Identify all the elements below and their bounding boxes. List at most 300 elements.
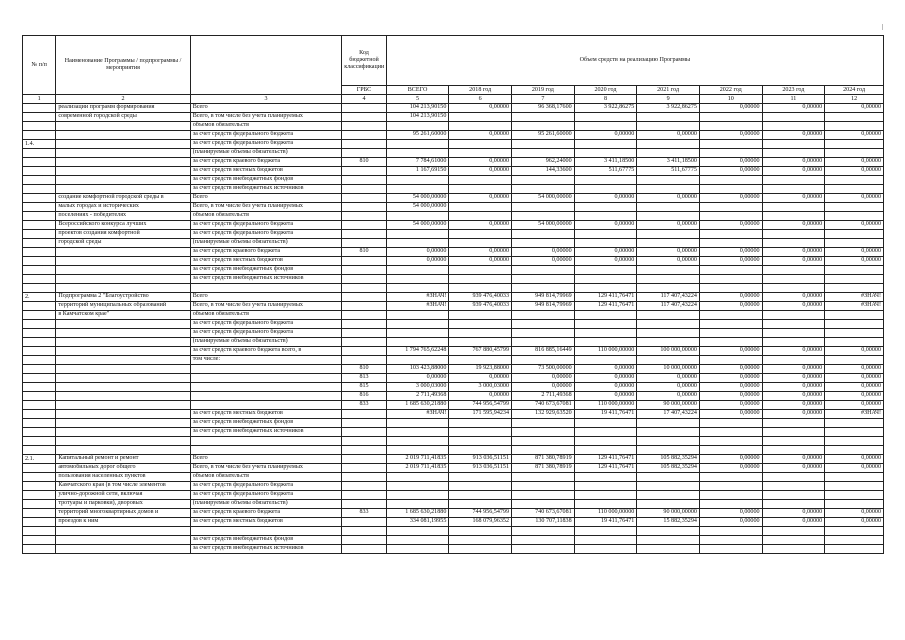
year-value-cell <box>512 239 575 248</box>
year-value-cell <box>449 212 512 221</box>
year-value-cell: 939 476,40033 <box>449 302 512 311</box>
grbs-code-cell <box>342 221 386 230</box>
grbs-code-cell <box>342 518 386 527</box>
grbs-code-cell <box>342 356 386 365</box>
grbs-code-cell <box>342 302 386 311</box>
year-value-cell: 73 500,00000 <box>512 365 575 374</box>
total-value-cell: 1 794 765,62248 <box>386 347 449 356</box>
year-value-cell <box>449 203 512 212</box>
row-number-cell <box>23 500 56 509</box>
year-value-cell <box>574 320 637 329</box>
year-value-cell: 0,00000 <box>637 248 700 257</box>
program-name-cell <box>56 140 190 149</box>
year-value-cell: 130 707,11838 <box>512 518 575 527</box>
grbs-code-cell <box>342 284 386 293</box>
year-value-cell <box>449 527 512 536</box>
year-value-cell <box>512 185 575 194</box>
funding-source-cell: (планируемые объемы обязательств) <box>190 149 342 158</box>
table-row <box>23 473 884 482</box>
year-value-cell <box>762 338 825 347</box>
year-value-cell: 949 814,79969 <box>512 302 575 311</box>
program-name-cell <box>56 419 190 428</box>
row-number-cell <box>23 383 56 392</box>
grbs-code-cell <box>342 500 386 509</box>
year-value-cell <box>637 149 700 158</box>
program-name-cell <box>56 257 190 266</box>
funding-source-cell <box>190 527 342 536</box>
row-number-cell <box>23 437 56 446</box>
header-year: 2020 год <box>574 86 637 95</box>
year-value-cell <box>637 239 700 248</box>
year-value-cell <box>699 446 762 455</box>
year-value-cell: 129 411,76471 <box>574 302 637 311</box>
year-value-cell: 0,00000 <box>637 194 700 203</box>
year-value-cell: 0,00000 <box>762 383 825 392</box>
year-value-cell: 0,00000 <box>762 374 825 383</box>
year-value-cell: 0,00000 <box>449 131 512 140</box>
year-value-cell <box>637 500 700 509</box>
year-value-cell <box>574 140 637 149</box>
grbs-code-cell: 810 <box>342 248 386 257</box>
year-value-cell: 0,00000 <box>762 392 825 401</box>
funding-source-cell: Всего <box>190 455 342 464</box>
program-name-cell <box>56 401 190 410</box>
year-value-cell <box>574 446 637 455</box>
year-value-cell <box>512 275 575 284</box>
funding-source-cell <box>190 437 342 446</box>
year-value-cell <box>762 527 825 536</box>
year-value-cell <box>762 491 825 500</box>
year-value-cell: 3 000,03000 <box>449 383 512 392</box>
header-year: 2021 год <box>637 86 700 95</box>
year-value-cell: 0,00000 <box>762 455 825 464</box>
column-index: 6 <box>449 95 512 104</box>
budget-table-sheet <box>22 35 884 554</box>
year-value-cell <box>825 203 884 212</box>
column-index: 12 <box>825 95 884 104</box>
program-name-cell <box>56 320 190 329</box>
year-value-cell <box>449 113 512 122</box>
year-value-cell: 0,00000 <box>574 392 637 401</box>
grbs-code-cell: 833 <box>342 401 386 410</box>
program-name-cell <box>56 536 190 545</box>
table-row <box>23 194 884 203</box>
total-value-cell: 7 784,61000 <box>386 158 449 167</box>
year-value-cell <box>699 275 762 284</box>
funding-source-cell: Всего <box>190 194 342 203</box>
row-number-cell <box>23 374 56 383</box>
year-value-cell <box>825 446 884 455</box>
total-value-cell <box>386 311 449 320</box>
year-value-cell: 871 380,78919 <box>512 455 575 464</box>
year-value-cell: 0,00000 <box>762 131 825 140</box>
year-value-cell <box>449 338 512 347</box>
year-value-cell <box>637 176 700 185</box>
header-grbs: ГРБС <box>342 86 386 95</box>
funding-source-cell: (планируемые объемы обязательств) <box>190 500 342 509</box>
year-value-cell <box>762 113 825 122</box>
year-value-cell <box>574 275 637 284</box>
year-value-cell: 0,00000 <box>574 365 637 374</box>
funding-source-cell: объемов обязательств <box>190 122 342 131</box>
program-name-cell: территорий муниципальных образований <box>56 302 190 311</box>
grbs-code-cell: 810 <box>342 158 386 167</box>
grbs-code-cell <box>342 275 386 284</box>
year-value-cell: 0,00000 <box>449 374 512 383</box>
year-value-cell: 17 407,43224 <box>637 410 700 419</box>
year-value-cell: 0,00000 <box>699 401 762 410</box>
year-value-cell <box>637 212 700 221</box>
program-name-cell: поселениях - победителях <box>56 212 190 221</box>
row-number-cell <box>23 329 56 338</box>
year-value-cell: 132 929,63520 <box>512 410 575 419</box>
year-value-cell: 168 079,96352 <box>449 518 512 527</box>
grbs-code-cell <box>342 473 386 482</box>
year-value-cell <box>699 176 762 185</box>
year-value-cell <box>574 185 637 194</box>
row-number-cell <box>23 482 56 491</box>
table-row <box>23 158 884 167</box>
year-value-cell <box>699 419 762 428</box>
table-row <box>23 464 884 473</box>
year-value-cell <box>574 122 637 131</box>
row-number-cell <box>23 257 56 266</box>
year-value-cell <box>825 230 884 239</box>
year-value-cell <box>574 545 637 554</box>
program-name-cell <box>56 248 190 257</box>
year-value-cell: 0,00000 <box>512 383 575 392</box>
year-value-cell <box>449 473 512 482</box>
year-value-cell <box>512 320 575 329</box>
table-row <box>23 419 884 428</box>
year-value-cell <box>825 176 884 185</box>
total-value-cell <box>386 428 449 437</box>
total-value-cell: 0,00000 <box>386 374 449 383</box>
year-value-cell <box>637 446 700 455</box>
column-index: 2 <box>56 95 190 104</box>
year-value-cell: 0,00000 <box>699 131 762 140</box>
table-row <box>23 437 884 446</box>
year-value-cell: 0,00000 <box>699 194 762 203</box>
table-row <box>23 365 884 374</box>
year-value-cell <box>574 356 637 365</box>
total-value-cell <box>386 536 449 545</box>
year-value-cell <box>637 266 700 275</box>
row-number-cell <box>23 473 56 482</box>
year-value-cell: 0,00000 <box>699 383 762 392</box>
year-value-cell <box>699 482 762 491</box>
year-value-cell <box>825 185 884 194</box>
total-value-cell: 104 213,90150 <box>386 113 449 122</box>
row-number-cell: 2.1. <box>23 455 56 464</box>
year-value-cell: 0,00000 <box>762 401 825 410</box>
total-value-cell <box>386 266 449 275</box>
program-name-cell <box>56 122 190 131</box>
funding-source-cell: объемов обязательств <box>190 311 342 320</box>
program-name-cell <box>56 365 190 374</box>
table-row <box>23 149 884 158</box>
table-row <box>23 338 884 347</box>
year-value-cell <box>825 212 884 221</box>
year-value-cell: 0,00000 <box>699 302 762 311</box>
total-value-cell: 103 423,88000 <box>386 365 449 374</box>
year-value-cell: 171 595,94234 <box>449 410 512 419</box>
year-value-cell <box>512 536 575 545</box>
year-value-cell <box>825 356 884 365</box>
year-value-cell <box>574 437 637 446</box>
year-value-cell: #ЗНАЧ! <box>825 302 884 311</box>
grbs-code-cell <box>342 113 386 122</box>
funding-source-cell <box>190 383 342 392</box>
year-value-cell <box>825 338 884 347</box>
year-value-cell: 100 000,00000 <box>637 347 700 356</box>
year-value-cell: 0,00000 <box>699 365 762 374</box>
total-value-cell <box>386 329 449 338</box>
grbs-code-cell <box>342 140 386 149</box>
year-value-cell <box>699 536 762 545</box>
year-value-cell: 0,00000 <box>825 257 884 266</box>
grbs-code-cell <box>342 293 386 302</box>
year-value-cell: 0,00000 <box>762 509 825 518</box>
year-value-cell <box>637 311 700 320</box>
total-value-cell: #ЗНАЧ! <box>386 293 449 302</box>
year-value-cell <box>699 338 762 347</box>
program-name-cell: тротуары и парковки), дворовых <box>56 500 190 509</box>
year-value-cell <box>762 473 825 482</box>
year-value-cell: 744 956,54799 <box>449 401 512 410</box>
year-value-cell <box>699 122 762 131</box>
program-name-cell <box>56 284 190 293</box>
header-volume: Объем средств на реализацию Программы <box>386 36 883 86</box>
grbs-code-cell <box>342 419 386 428</box>
year-value-cell <box>762 122 825 131</box>
funding-source-cell: за счет средств местных бюджетов <box>190 410 342 419</box>
program-name-cell <box>56 131 190 140</box>
funding-source-cell <box>190 374 342 383</box>
grbs-code-cell <box>342 536 386 545</box>
grbs-code-cell <box>342 122 386 131</box>
year-value-cell <box>449 311 512 320</box>
row-number-cell <box>23 347 56 356</box>
program-name-cell <box>56 185 190 194</box>
header-year: 2019 год <box>512 86 575 95</box>
table-row <box>23 518 884 527</box>
table-row <box>23 221 884 230</box>
table-row <box>23 239 884 248</box>
total-value-cell: 1 685 630,21880 <box>386 509 449 518</box>
year-value-cell <box>825 140 884 149</box>
year-value-cell <box>699 203 762 212</box>
row-number-cell <box>23 203 56 212</box>
table-row <box>23 428 884 437</box>
total-value-cell: 104 213,90150 <box>386 104 449 113</box>
program-name-cell <box>56 347 190 356</box>
table-row <box>23 185 884 194</box>
year-value-cell: 0,00000 <box>825 365 884 374</box>
program-name-cell: Подпрограмма 2 "Благоустройство <box>56 293 190 302</box>
year-value-cell <box>699 545 762 554</box>
funding-source-cell: за счет средств местных бюджетов <box>190 167 342 176</box>
year-value-cell <box>699 473 762 482</box>
program-name-cell <box>56 356 190 365</box>
funding-source-cell: за счет средств краевого бюджета всего, в <box>190 347 342 356</box>
table-row <box>23 131 884 140</box>
year-value-cell: 0,00000 <box>699 347 762 356</box>
grbs-code-cell: 810 <box>342 365 386 374</box>
row-number-cell <box>23 392 56 401</box>
grbs-code-cell <box>342 230 386 239</box>
grbs-code-cell <box>342 257 386 266</box>
row-number-cell <box>23 320 56 329</box>
table-row <box>23 140 884 149</box>
year-value-cell <box>449 356 512 365</box>
year-value-cell <box>512 266 575 275</box>
year-value-cell <box>825 239 884 248</box>
table-row <box>23 311 884 320</box>
table-row <box>23 293 884 302</box>
year-value-cell <box>574 500 637 509</box>
year-value-cell <box>637 419 700 428</box>
year-value-cell <box>825 491 884 500</box>
program-name-cell <box>56 446 190 455</box>
year-value-cell: 0,00000 <box>762 347 825 356</box>
funding-source-cell: Всего, в том числе без учета планируемых <box>190 464 342 473</box>
year-value-cell: 110 000,00000 <box>574 347 637 356</box>
total-value-cell <box>386 212 449 221</box>
total-value-cell: 334 081,19955 <box>386 518 449 527</box>
table-row <box>23 230 884 239</box>
year-value-cell: 105 882,35294 <box>637 455 700 464</box>
year-value-cell <box>512 545 575 554</box>
program-name-cell <box>56 545 190 554</box>
year-value-cell <box>637 437 700 446</box>
table-row <box>23 329 884 338</box>
year-value-cell: 871 380,78919 <box>512 464 575 473</box>
year-value-cell <box>637 320 700 329</box>
program-name-cell <box>56 527 190 536</box>
row-number-cell <box>23 464 56 473</box>
year-value-cell: 54 000,00000 <box>512 194 575 203</box>
funding-source-cell: за счет средств федерального бюджета <box>190 131 342 140</box>
year-value-cell <box>449 149 512 158</box>
year-value-cell: 0,00000 <box>574 383 637 392</box>
year-value-cell: 0,00000 <box>825 383 884 392</box>
year-value-cell <box>512 311 575 320</box>
total-value-cell <box>386 122 449 131</box>
year-value-cell <box>762 545 825 554</box>
year-value-cell: 0,00000 <box>699 248 762 257</box>
year-value-cell: 0,00000 <box>762 104 825 113</box>
header-code: Код бюджетной классификации <box>342 36 386 86</box>
year-value-cell: 10 000,00000 <box>637 365 700 374</box>
year-value-cell <box>512 230 575 239</box>
funding-source-cell: за счет средств федерального бюджета <box>190 482 342 491</box>
header-year: 2018 год <box>449 86 512 95</box>
row-number-cell <box>23 419 56 428</box>
year-value-cell <box>825 437 884 446</box>
year-value-cell: 0,00000 <box>574 221 637 230</box>
total-value-cell: 54 000,00000 <box>386 203 449 212</box>
total-value-cell <box>386 491 449 500</box>
table-row <box>23 302 884 311</box>
year-value-cell <box>762 185 825 194</box>
program-name-cell: создание комфортной городской среды в <box>56 194 190 203</box>
funding-source-cell: за счет средств внебюджетных источников <box>190 275 342 284</box>
table-row <box>23 347 884 356</box>
year-value-cell <box>637 482 700 491</box>
year-value-cell <box>762 311 825 320</box>
row-number-cell <box>23 185 56 194</box>
total-value-cell: 54 000,00000 <box>386 194 449 203</box>
grbs-code-cell <box>342 203 386 212</box>
funding-source-cell: за счет средств внебюджетных источников <box>190 428 342 437</box>
year-value-cell: 0,00000 <box>762 518 825 527</box>
year-value-cell <box>512 500 575 509</box>
year-value-cell <box>699 491 762 500</box>
year-value-cell <box>699 500 762 509</box>
row-number-cell <box>23 410 56 419</box>
year-value-cell <box>637 203 700 212</box>
total-value-cell: 2 019 711,41835 <box>386 455 449 464</box>
total-value-cell: #ЗНАЧ! <box>386 302 449 311</box>
year-value-cell: 913 036,51151 <box>449 464 512 473</box>
year-value-cell <box>762 329 825 338</box>
year-value-cell: 0,00000 <box>574 131 637 140</box>
row-number-cell <box>23 221 56 230</box>
row-number-cell <box>23 302 56 311</box>
row-number-cell <box>23 122 56 131</box>
year-value-cell: 0,00000 <box>699 158 762 167</box>
year-value-cell <box>574 212 637 221</box>
funding-source-cell: за счет средств федерального бюджета <box>190 320 342 329</box>
funding-source-cell: том числе: <box>190 356 342 365</box>
year-value-cell: 0,00000 <box>762 248 825 257</box>
year-value-cell: 129 411,76471 <box>574 455 637 464</box>
grbs-code-cell <box>342 311 386 320</box>
total-value-cell <box>386 437 449 446</box>
year-value-cell: 0,00000 <box>699 104 762 113</box>
grbs-code-cell <box>342 149 386 158</box>
funding-source-cell: Всего <box>190 293 342 302</box>
funding-source-cell <box>190 365 342 374</box>
funding-source-cell: за счет средств внебюджетных источников <box>190 545 342 554</box>
grbs-code-cell <box>342 446 386 455</box>
program-name-cell: в Камчатском крае" <box>56 311 190 320</box>
total-value-cell <box>386 140 449 149</box>
year-value-cell <box>699 140 762 149</box>
program-name-cell: городской среды <box>56 239 190 248</box>
year-value-cell: 15 882,35294 <box>637 518 700 527</box>
year-value-cell <box>825 149 884 158</box>
table-row <box>23 491 884 500</box>
table-row <box>23 401 884 410</box>
column-index: 10 <box>699 95 762 104</box>
year-value-cell: 19 411,76471 <box>574 518 637 527</box>
year-value-cell: 0,00000 <box>699 257 762 266</box>
row-number-cell: 1.4. <box>23 140 56 149</box>
row-number-cell <box>23 284 56 293</box>
year-value-cell <box>637 428 700 437</box>
year-value-cell: 740 673,67081 <box>512 401 575 410</box>
year-value-cell: 144,33600 <box>512 167 575 176</box>
header-empty <box>190 36 342 95</box>
year-value-cell: 3 922,86275 <box>637 104 700 113</box>
grbs-code-cell <box>342 347 386 356</box>
table-row <box>23 275 884 284</box>
grbs-code-cell <box>342 455 386 464</box>
table-row <box>23 266 884 275</box>
year-value-cell <box>699 437 762 446</box>
